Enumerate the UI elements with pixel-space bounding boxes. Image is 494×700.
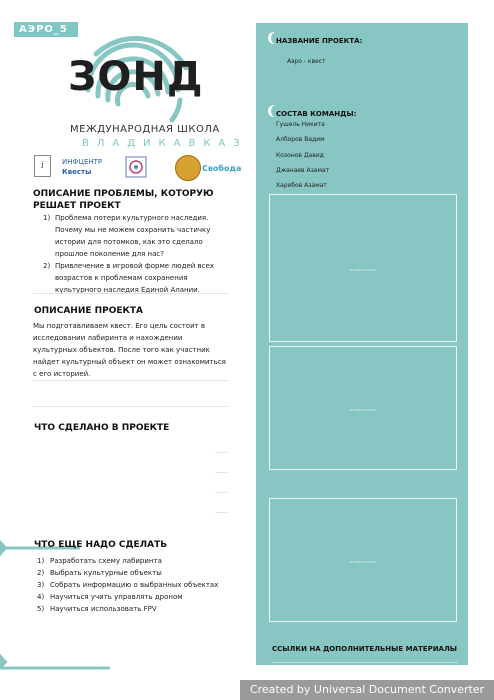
team-member: Джанаев Азамат [276, 167, 330, 174]
todo-heading: ЧТО ЕЩЕ НАДО СДЕЛАТЬ [34, 540, 168, 550]
project-tag: АЭРО_5 [14, 22, 78, 37]
list-item: 3) Собрать информацию о выбранных объектах [37, 581, 219, 589]
team-label: СОСТАВ КОМАНДЫ: [276, 110, 357, 118]
team-member: Алборов Вадим [276, 136, 325, 143]
divider [215, 492, 227, 493]
infocenter-name: ИНФЦЕНТР [62, 158, 103, 166]
photo-caption: ВСТАВЬТЕ ФОТО [350, 408, 376, 412]
done-heading: ЧТО СДЕЛАНО В ПРОЕКТЕ [34, 423, 170, 433]
links-label: ССЫЛКИ НА ДОПОЛНИТЕЛЬНЫЕ МАТЕРИАЛЫ [272, 645, 458, 653]
freedom-label: Свобода [202, 164, 242, 173]
description-text: Мы подготавливаем квест. Его цель состоит в исследовании лабиринта и нахождении культурных объектов. После того как участник найдет культурный объект он может ознакомиться с его историей. [33, 322, 226, 378]
problem-heading: ОПИСАНИЕ ПРОБЛЕМЫ, КОТОРУЮ РЕШАЕТ ПРОЕКТ [33, 189, 214, 211]
list-item: 4) Научиться учить управлять дроном [37, 593, 183, 601]
freedom-emblem-icon [175, 155, 201, 181]
divider [215, 472, 227, 473]
city-name: ВЛАДИКАВКАЗ [82, 138, 248, 149]
list-item: 1) Разработать схему лабиринта [37, 557, 162, 565]
project-name-label: НАЗВАНИЕ ПРОЕКТА: [276, 37, 363, 45]
team-member: Козонов Давид [276, 152, 324, 159]
divider [33, 380, 228, 381]
description-heading: ОПИСАНИЕ ПРОЕКТА [34, 306, 144, 316]
school-name: МЕЖДУНАРОДНАЯ ШКОЛА [70, 124, 220, 135]
divider [215, 452, 227, 453]
divider [33, 406, 228, 407]
info-icon: i [34, 155, 51, 177]
converter-watermark: Created by Universal Document Converter [240, 680, 494, 700]
photo-placeholder[interactable] [269, 498, 457, 622]
list-item: 2) Привлечение в игровой форме людей всех возрастов к проблемам сохранения культурного наследия Единой Алании. [43, 262, 214, 294]
infocenter-subtitle: Квесты [62, 168, 92, 176]
photo-caption: ВСТАВЬТЕ ФОТО [350, 268, 376, 272]
todo-list [37, 555, 218, 615]
team-member: Харебов Азамат [276, 182, 327, 189]
list-item: 1) Проблема потери культурного наследия. Почему мы не можем сохранить частичку истории для потомков, как это сделало прошлое поколение для нас? [43, 214, 211, 258]
photo-placeholder[interactable] [269, 346, 457, 470]
ornament-emblem-icon [124, 155, 148, 179]
divider [33, 293, 228, 294]
photo-placeholder[interactable] [269, 194, 457, 342]
logo-brand-text: ЗОНД [68, 54, 204, 100]
photo-caption: ВСТАВЬТЕ ФОТО [350, 560, 376, 564]
divider [215, 512, 227, 513]
team-member: Гушель Никита [276, 121, 325, 128]
list-item: 2) Выбрать культурные объекты [37, 569, 162, 577]
list-item: 5) Научиться использовать FPV [37, 605, 157, 613]
problem-list [33, 212, 228, 296]
divider [272, 662, 458, 663]
project-name-value: Аэро - квест [287, 58, 326, 65]
